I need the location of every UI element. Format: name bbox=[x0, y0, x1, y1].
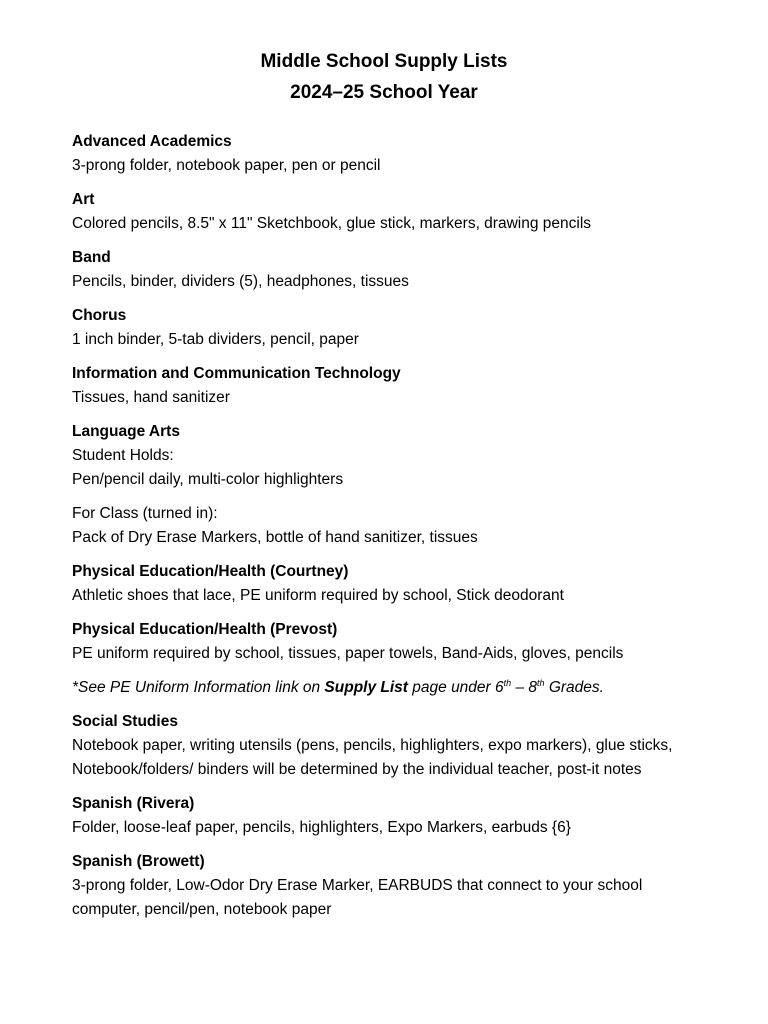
section-heading: Spanish (Browett) bbox=[72, 853, 205, 870]
section-physical-education-health-prevost bbox=[72, 618, 696, 666]
section-line: Pack of Dry Erase Markers, bottle of hand sanitizer, tissues bbox=[72, 529, 478, 546]
section-line: For Class (turned in): bbox=[72, 505, 218, 522]
sections-list bbox=[72, 130, 696, 666]
section-line: 1 inch binder, 5-tab dividers, pencil, paper bbox=[72, 331, 359, 348]
section-line: PE uniform required by school, tissues, paper towels, Band-Aids, gloves, pencils bbox=[72, 645, 624, 662]
section-line: Student Holds: bbox=[72, 447, 174, 464]
note-middle: page under 6 bbox=[407, 679, 504, 696]
section-social-studies bbox=[72, 710, 696, 782]
section-spanish-rivera bbox=[72, 792, 696, 840]
section-line: Notebook/folders/ binders will be determined by the individual teacher, post-it notes bbox=[72, 761, 642, 778]
section-spanish-browett bbox=[72, 850, 696, 922]
section-heading: Physical Education/Health (Courtney) bbox=[72, 563, 349, 580]
section-heading: Chorus bbox=[72, 307, 127, 324]
section-advanced-academics bbox=[72, 130, 696, 178]
note-sup-2: th bbox=[537, 677, 545, 688]
title-line-1: Middle School Supply Lists bbox=[260, 51, 508, 72]
section-line: computer, pencil/pen, notebook paper bbox=[72, 901, 332, 918]
section-continued bbox=[72, 502, 696, 550]
section-heading: Band bbox=[72, 249, 111, 266]
section-heading: Language Arts bbox=[72, 423, 180, 440]
note-prefix: *See PE Uniform Information link on bbox=[72, 679, 325, 696]
section-band bbox=[72, 246, 696, 294]
title-line-2: 2024–25 School Year bbox=[290, 82, 478, 103]
section-line: Pen/pencil daily, multi-color highlighters bbox=[72, 471, 344, 488]
section-line: 3-prong folder, notebook paper, pen or pencil bbox=[72, 157, 381, 174]
note-supply-list-link-text: Supply List bbox=[324, 679, 408, 696]
pe-uniform-note bbox=[72, 676, 696, 700]
section-heading: Information and Communication Technology bbox=[72, 365, 401, 382]
section-language-arts bbox=[72, 420, 696, 492]
section-chorus bbox=[72, 304, 696, 352]
section-line: 3-prong folder, Low-Odor Dry Erase Marker, EARBUDS that connect to your school bbox=[72, 877, 643, 894]
section-heading: Spanish (Rivera) bbox=[72, 795, 195, 812]
note-dash: – 8 bbox=[511, 679, 538, 696]
section-art bbox=[72, 188, 696, 236]
sections-list-after bbox=[72, 710, 696, 922]
section-heading: Art bbox=[72, 191, 95, 208]
section-line: Pencils, binder, dividers (5), headphones, tissues bbox=[72, 273, 409, 290]
note-sup-1: th bbox=[503, 677, 512, 688]
section-line: Colored pencils, 8.5" x 11" Sketchbook, glue stick, markers, drawing pencils bbox=[72, 215, 592, 232]
section-heading: Physical Education/Health (Prevost) bbox=[72, 621, 338, 638]
section-line: Tissues, hand sanitizer bbox=[72, 389, 230, 406]
section-line: Athletic shoes that lace, PE uniform required by school, Stick deodorant bbox=[72, 587, 564, 604]
section-physical-education-health-courtney bbox=[72, 560, 696, 608]
section-information-and-communication-technology bbox=[72, 362, 696, 410]
document-title bbox=[72, 46, 696, 108]
section-line: Folder, loose-leaf paper, pencils, highlighters, Expo Markers, earbuds {6} bbox=[72, 819, 571, 836]
section-line: Notebook paper, writing utensils (pens, pencils, highlighters, expo markers), glue sticks, bbox=[72, 737, 673, 754]
section-heading: Social Studies bbox=[72, 713, 178, 730]
section-heading: Advanced Academics bbox=[72, 133, 232, 150]
note-suffix: Grades. bbox=[544, 679, 604, 696]
